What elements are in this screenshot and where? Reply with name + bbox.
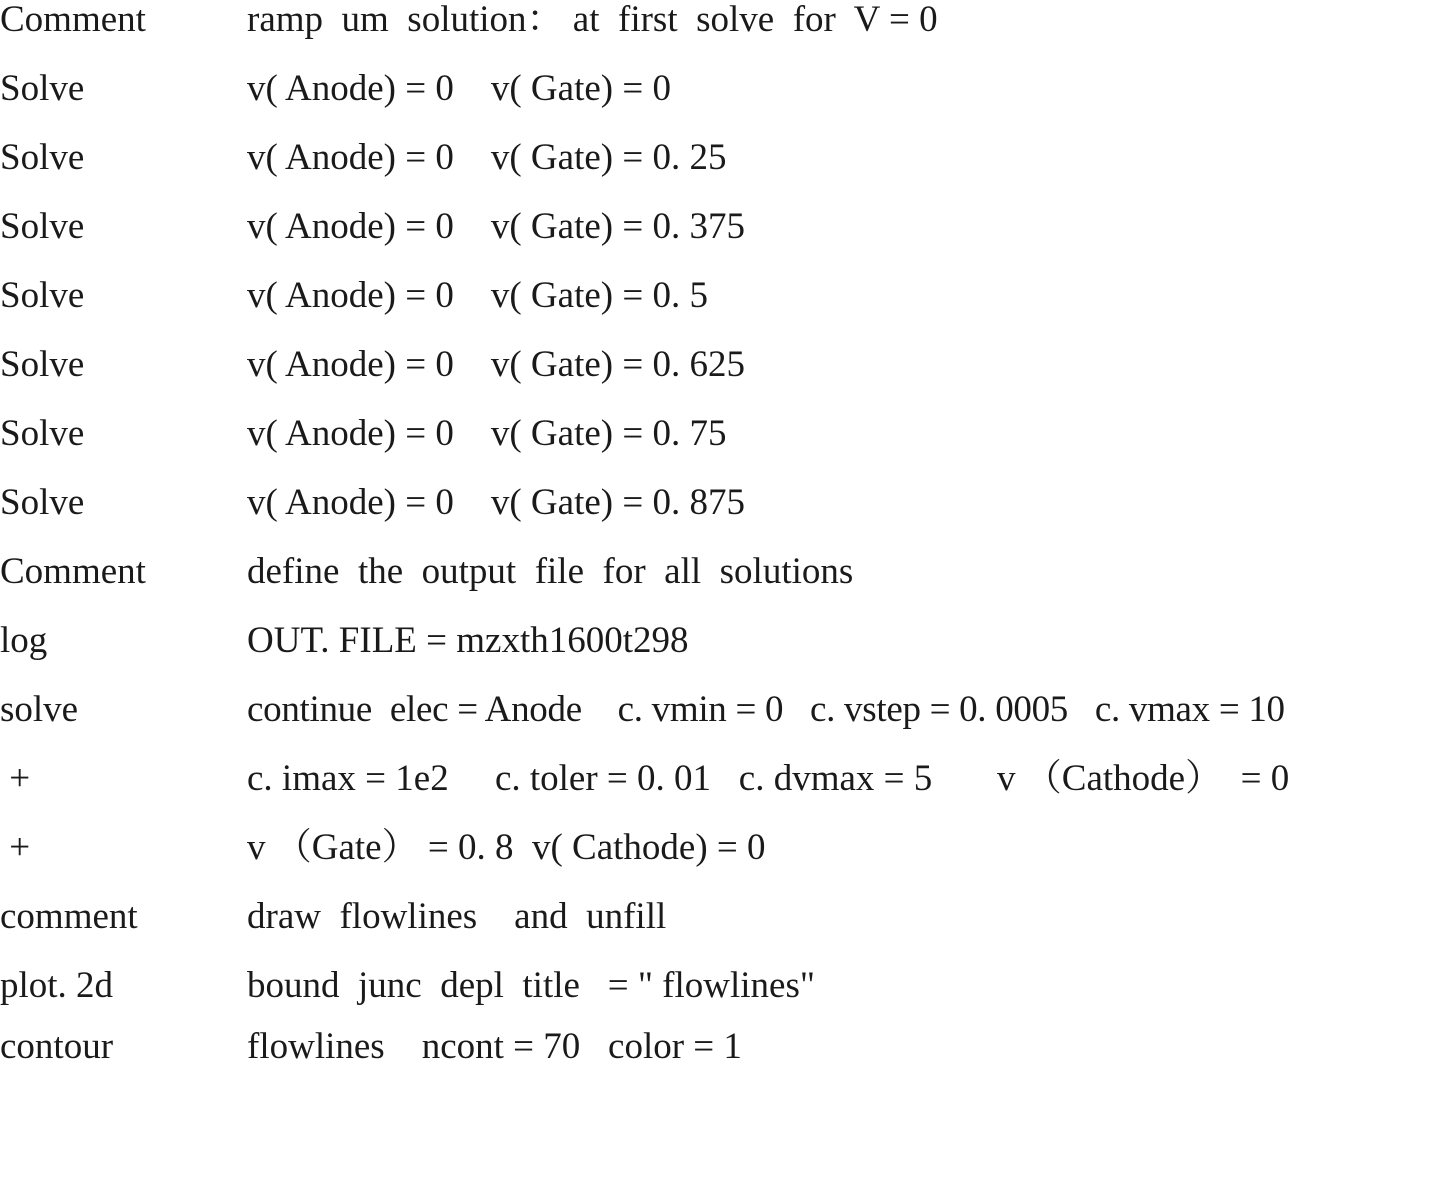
code-line	[0, 759, 1432, 828]
line-arguments: v( Anode) = 0 v( Gate) = 0. 25	[247, 137, 727, 178]
line-arguments: define the output file for all solutions	[247, 551, 854, 592]
line-command: Solve	[0, 275, 85, 316]
code-line	[0, 1027, 1432, 1067]
line-arguments: draw flowlines and unfill	[247, 896, 667, 937]
code-line	[0, 207, 1432, 276]
code-line	[0, 69, 1432, 138]
code-line	[0, 897, 1432, 966]
line-command: Solve	[0, 68, 85, 109]
line-arguments: flowlines ncont = 70 color = 1	[247, 1026, 742, 1067]
line-command: plot. 2d	[0, 965, 114, 1006]
line-arguments: v( Anode) = 0 v( Gate) = 0. 875	[247, 482, 745, 523]
line-command: log	[0, 620, 48, 661]
line-arguments: c. imax = 1e2 c. toler = 0. 01 c. dvmax = 5 v （Cathode） = 0	[247, 758, 1290, 799]
line-arguments: v( Anode) = 0 v( Gate) = 0. 5	[247, 275, 708, 316]
line-command: Solve	[0, 344, 85, 385]
code-line	[0, 483, 1432, 552]
code-line	[0, 345, 1432, 414]
line-arguments: v （Gate） = 0. 8 v( Cathode) = 0	[247, 827, 766, 868]
line-command: Solve	[0, 482, 85, 523]
line-arguments: v( Anode) = 0 v( Gate) = 0. 75	[247, 413, 727, 454]
line-command: solve	[0, 689, 79, 730]
line-arguments: v( Anode) = 0 v( Gate) = 0	[247, 68, 671, 109]
line-command: Solve	[0, 206, 85, 247]
line-arguments: v( Anode) = 0 v( Gate) = 0. 625	[247, 344, 745, 385]
code-line	[0, 828, 1432, 897]
line-command: Comment	[0, 551, 146, 592]
code-line	[0, 138, 1432, 207]
line-arguments: continue elec = Anode c. vmin = 0 c. vstep = 0. 0005 c. vmax = 10	[247, 689, 1285, 730]
code-line	[0, 276, 1432, 345]
code-line	[0, 690, 1432, 759]
line-command: Solve	[0, 413, 85, 454]
line-command: contour	[0, 1026, 114, 1067]
line-command: comment	[0, 896, 138, 937]
code-line	[0, 966, 1432, 1035]
line-arguments: v( Anode) = 0 v( Gate) = 0. 375	[247, 206, 745, 247]
code-line	[0, 0, 1432, 69]
code-line	[0, 621, 1432, 690]
line-arguments: bound junc depl title = " flowlines"	[247, 965, 815, 1006]
line-arguments: OUT. FILE = mzxth1600t298	[247, 620, 689, 661]
line-command: +	[0, 827, 31, 868]
line-command: Solve	[0, 137, 85, 178]
line-command: Comment	[0, 0, 146, 40]
line-arguments: ramp um solution： at first solve for V = 0	[247, 0, 938, 40]
code-line	[0, 414, 1432, 483]
code-line	[0, 552, 1432, 621]
line-command: +	[0, 758, 31, 799]
